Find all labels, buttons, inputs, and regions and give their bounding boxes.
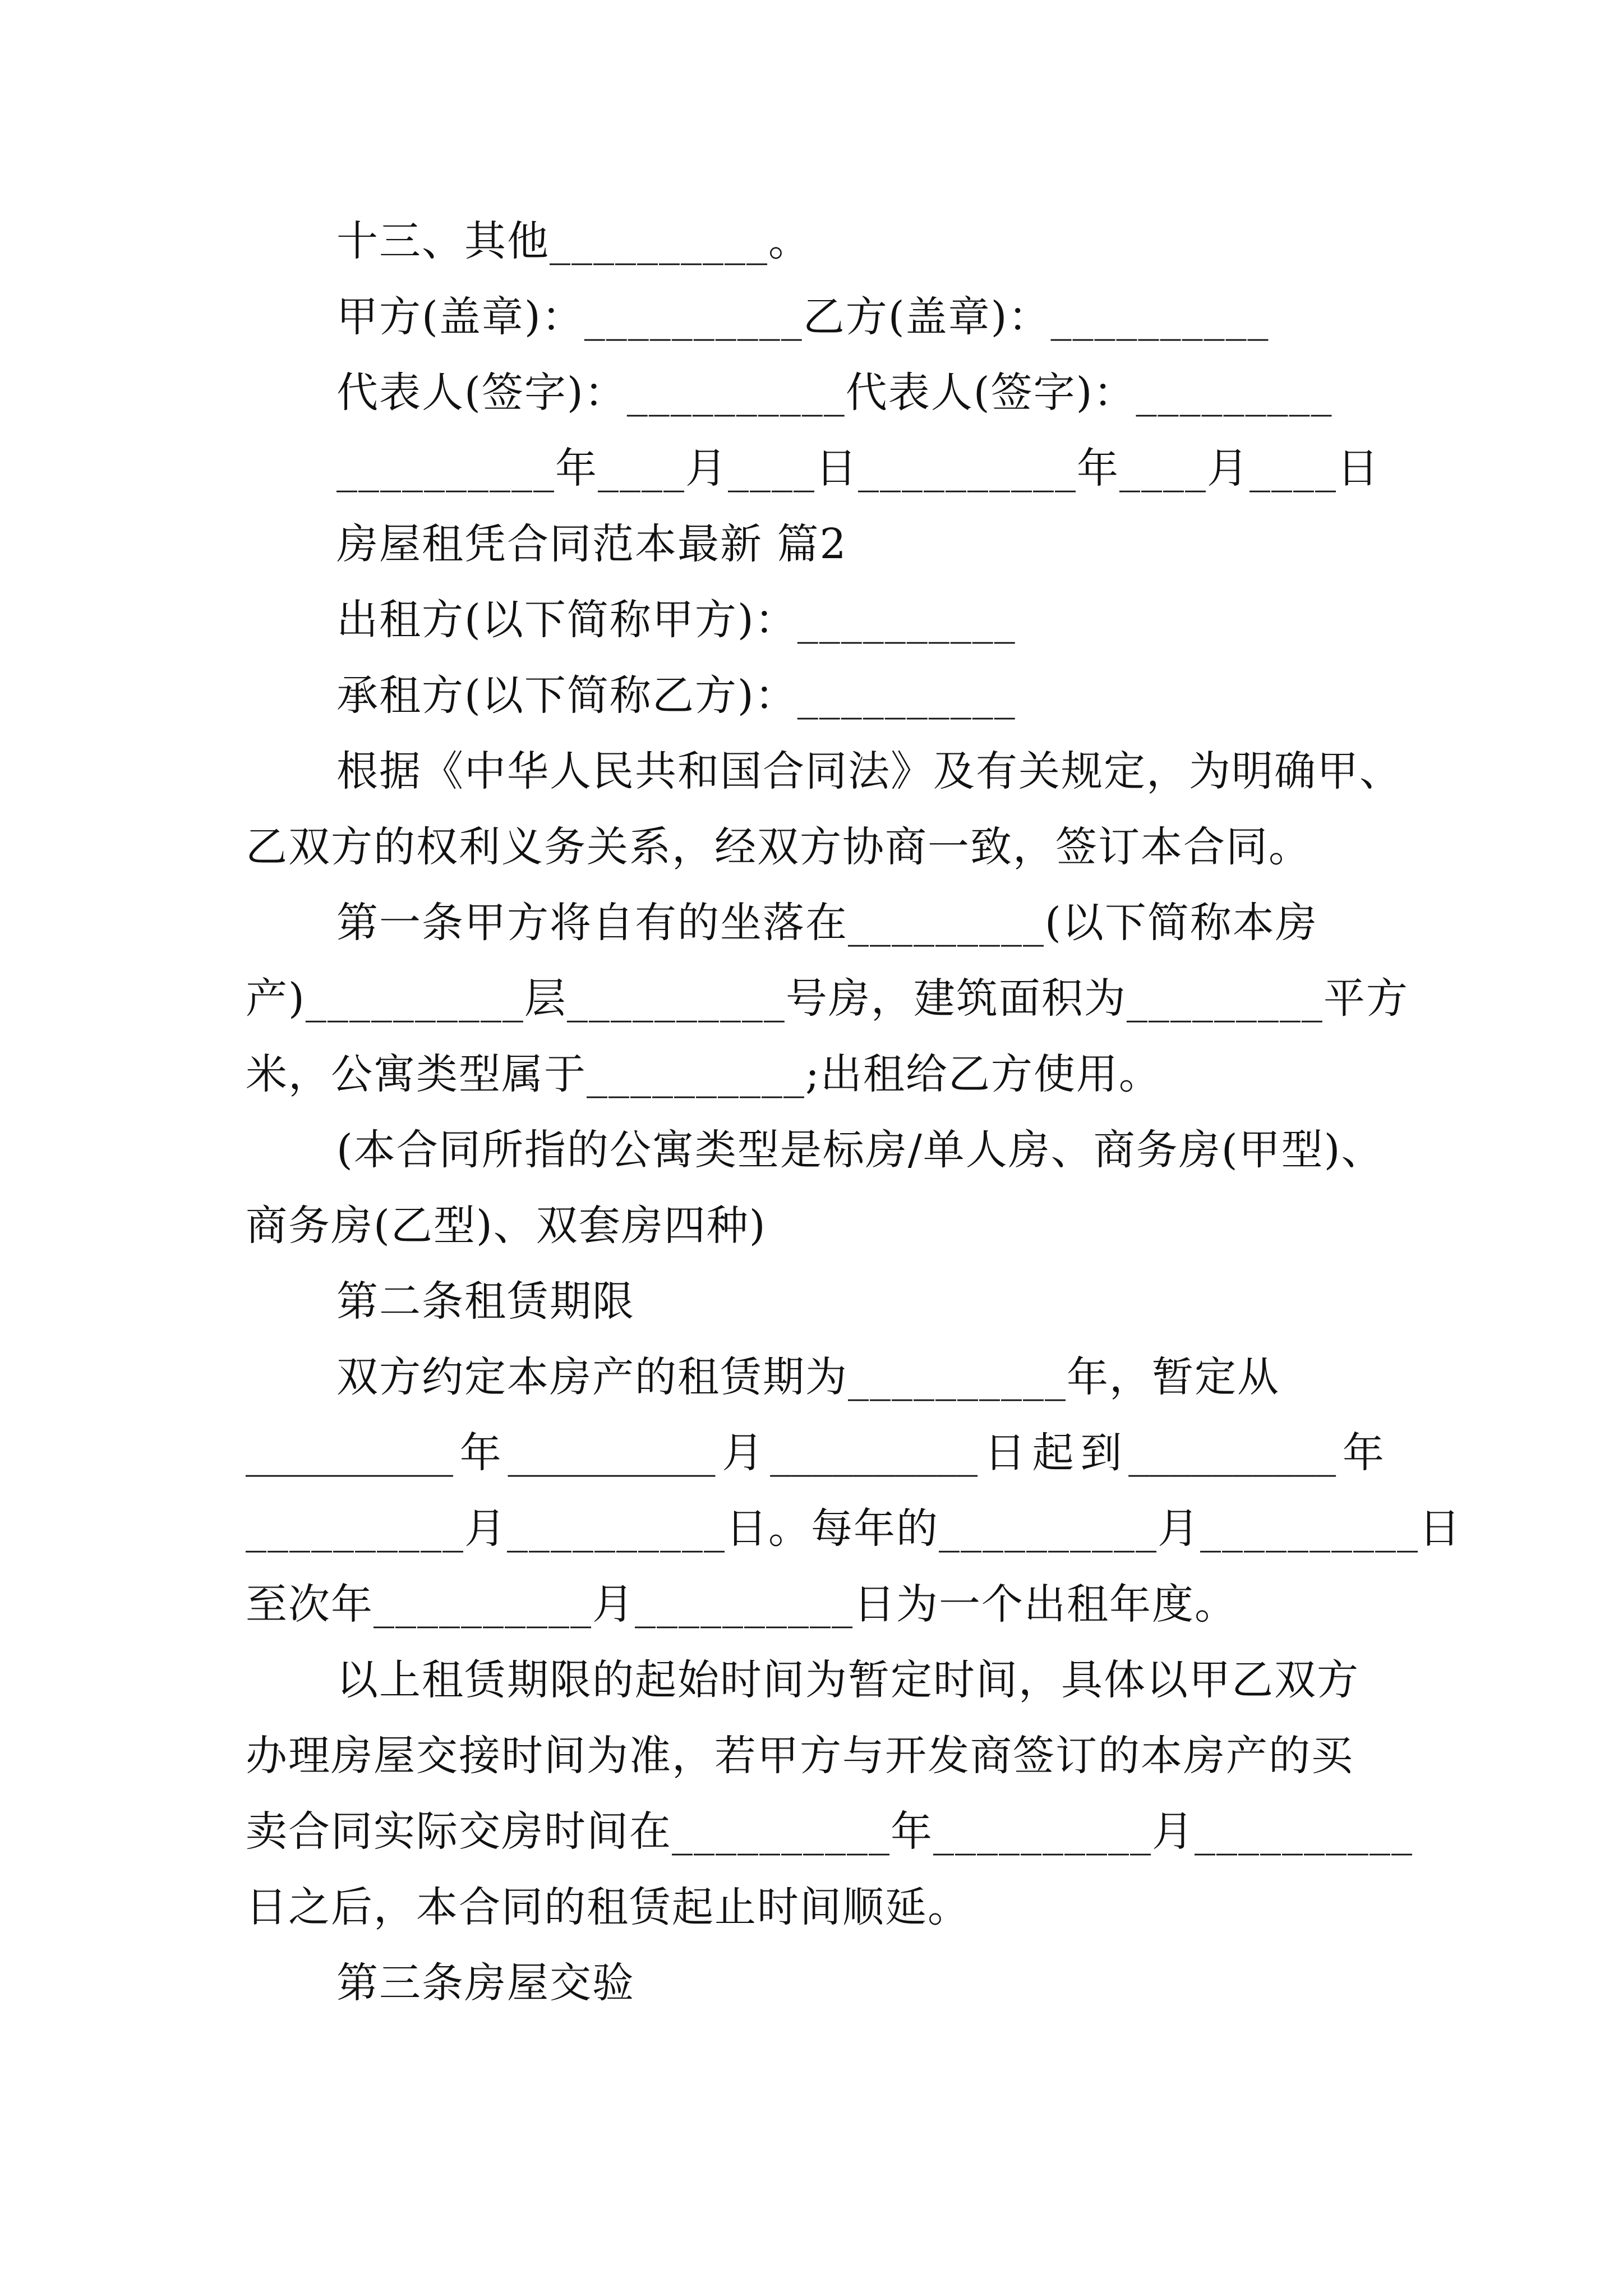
signature-date: __________年____月____日__________年____月____日 (336, 444, 1380, 493)
note-line-2: 商务房(乙型)、双套房四种) (246, 1202, 767, 1250)
text-segment: 月 (722, 1429, 764, 1477)
article-2-heading: 第二条租赁期限 (336, 1277, 635, 1326)
text-segment: __________ (770, 1429, 978, 1477)
text-segment: __________ (508, 1429, 716, 1477)
article-2-para-2-line-1: 以上租赁期限的起始时间为暂定时间，具体以甲乙双方 (336, 1656, 1359, 1704)
text-segment: 起 (1032, 1429, 1074, 1477)
section-title: 房屋租凭合同范本最新 篇2 (336, 520, 847, 568)
article-1-line-1: 第一条甲方将自有的坐落在_________(以下简称本房 (336, 899, 1318, 947)
preamble-line-2: 乙双方的权利义务关系，经双方协商一致，签订本合同。 (246, 823, 1311, 871)
text-segment: 日 (984, 1429, 1026, 1477)
text-segment: __________ (246, 1429, 453, 1477)
text-segment: 到 (1080, 1429, 1122, 1477)
text-segment: 年 (1342, 1429, 1384, 1477)
preamble-line-1: 根据《中华人民共和国合同法》及有关规定，为明确甲、 (336, 747, 1402, 795)
article-3-heading: 第三条房屋交验 (336, 1959, 635, 2007)
article-2-line-4: 至次年__________月__________日为一个出租年度。 (246, 1580, 1237, 1628)
signature-representative: 代表人(签字)：__________代表人(签字)：_________ (336, 369, 1333, 417)
article-1-line-3: 米，公寓类型属于__________;出租给乙方使用。 (246, 1050, 1161, 1098)
article-2-para-2-line-3: 卖合同实际交房时间在__________年__________月__________ (246, 1807, 1413, 1856)
article-2-line-3: __________月__________日。每年的__________月__________日 (246, 1504, 1461, 1553)
clause-13-other: 十三、其他__________。 (336, 217, 811, 265)
lessor-line: 出租方(以下简称甲方)：__________ (336, 596, 1016, 644)
article-1-line-2: 产)__________层__________号房，建筑面积为_________平方 (246, 974, 1409, 1023)
note-line-1: (本合同所指的公寓类型是标房/单人房、商务房(甲型)、 (336, 1126, 1384, 1174)
signature-party-seal: 甲方(盖章)：__________乙方(盖章)：__________ (336, 293, 1270, 341)
lessee-line: 承租方(以下简称乙方)：__________ (336, 671, 1016, 720)
article-2-line-1: 双方约定本房产的租赁期为__________年，暂定从 (336, 1353, 1280, 1401)
article-2-para-2-line-2: 办理房屋交接时间为准，若甲方与开发商签订的本房产的买 (246, 1732, 1354, 1780)
text-segment: __________ (1128, 1429, 1336, 1477)
text-segment: 年 (459, 1429, 501, 1477)
article-2-para-2-line-4: 日之后，本合同的租赁起止时间顺延。 (246, 1883, 970, 1931)
